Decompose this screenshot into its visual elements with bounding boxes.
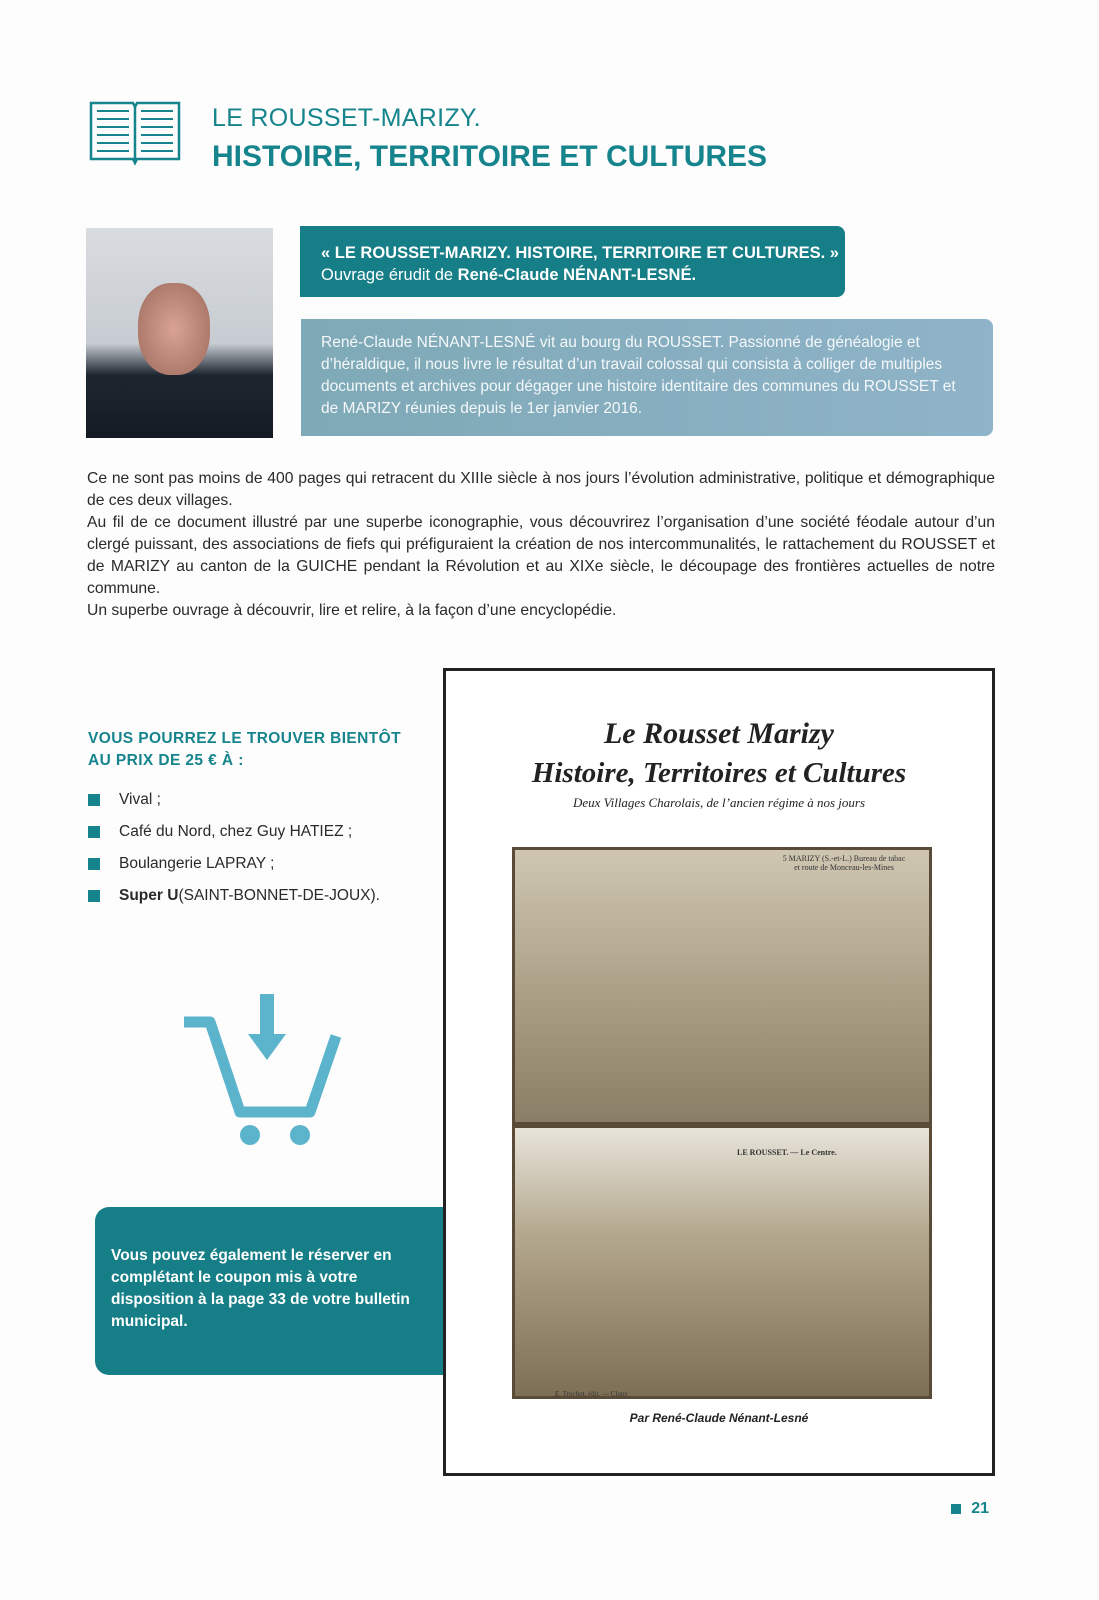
bullet-icon [88,826,100,838]
body-paragraph: Au fil de ce document illustré par une superbe iconographie, vous découvrirez l’organisation d’une société féodale autour d’un clergé puissant, des associations de fiefs qui préfiguraient la création de nos intercommunalités, le rattachement du ROUSSET et de MARIZY au canton de la GUICHE pendant la Révolution et au XIXe siècle, le découpage des frontières actuelles de notre commune. [87,514,995,597]
author-photo [86,228,273,438]
stores-list [88,784,380,912]
postcard-rousset [512,1125,932,1399]
cover-title-line1: Le Rousset Marizy [603,717,834,750]
book-cover-image [443,668,995,1476]
page-title-line2: HISTOIRE, TERRITOIRE ET CULTURES [212,140,768,173]
open-book-icon [87,97,183,169]
store-location: (SAINT-BONNET-DE-JOUX). [178,887,380,904]
store-name: Super U [119,887,179,904]
author-bio-box: René-Claude NÉNANT-LESNÉ vit au bourg du ROUSSET. Passionné de généalogie et d’héraldique, il nous livre le résultat d’un travail colossal qui consista à colliger de multiples documents et archives pour dégager une histoire identitaire des communes du ROUSSET et de MARIZY réunies depuis le 1er janvier 2016. [301,319,993,436]
postcard-marizy [512,847,932,1125]
bullet-icon [88,794,100,806]
list-item [88,816,380,848]
page-number [951,1500,989,1518]
bullet-icon [88,890,100,902]
bullet-icon [951,1504,961,1514]
book-title-quote: « LE ROUSSET-MARIZY. HISTOIRE, TERRITOIRE ET CULTURES. » [321,244,839,262]
bullet-icon [88,858,100,870]
list-item [88,880,380,912]
heading-line1: VOUS POURREZ LE TROUVER BIENTÔT [88,730,401,747]
author-face [138,283,210,375]
store-name: Vival ; [119,791,161,808]
cover-title-line2: Histoire, Territoires et Cultures [531,757,907,789]
reservation-box: Vous pouvez également le réserver en complétant le coupon mis à votre disposition à la page 33 de votre bulletin municipal. [95,1207,450,1375]
postcard-caption: LE ROUSSET. — Le Centre. [737,1148,837,1157]
list-item [88,848,380,880]
body-paragraph: Ce ne sont pas moins de 400 pages qui retracent du XIIIe siècle à nos jours l’évolution administrative, politique et démographique de ces deux villages. [87,470,995,509]
store-name: Café du Nord, chez Guy HATIEZ ; [119,823,353,840]
cover-subtitle: Deux Villages Charolais, de l’ancien régime à nos jours [572,795,866,810]
body-paragraph: Un superbe ouvrage à découvrir, lire et relire, à la façon d’une encyclopédie. [87,602,617,619]
book-author-line [321,264,845,286]
postcard-publisher: E. Trochot, édit. — Cluny [555,1390,628,1398]
author-name: René-Claude NÉNANT-LESNÉ. [457,266,697,284]
cover-author: Par René-Claude Nénant-Lesné [629,1411,809,1425]
list-item [88,784,380,816]
article-body [87,468,995,622]
postcard-caption: 5 MARIZY (S.-et-L.) Bureau de tabac et route de Monceau-les-Mines [782,854,906,872]
author-prefix: Ouvrage érudit de [321,266,458,284]
store-name: Boulangerie LAPRAY ; [119,855,275,872]
book-intro-box [300,226,845,297]
shopping-cart-download-icon [180,990,345,1150]
where-to-buy-heading [88,728,401,772]
page-title-line1: LE ROUSSET-MARIZY. [212,104,481,132]
page-number-text: 21 [971,1500,989,1517]
heading-line2: AU PRIX DE 25 € À : [88,752,244,769]
